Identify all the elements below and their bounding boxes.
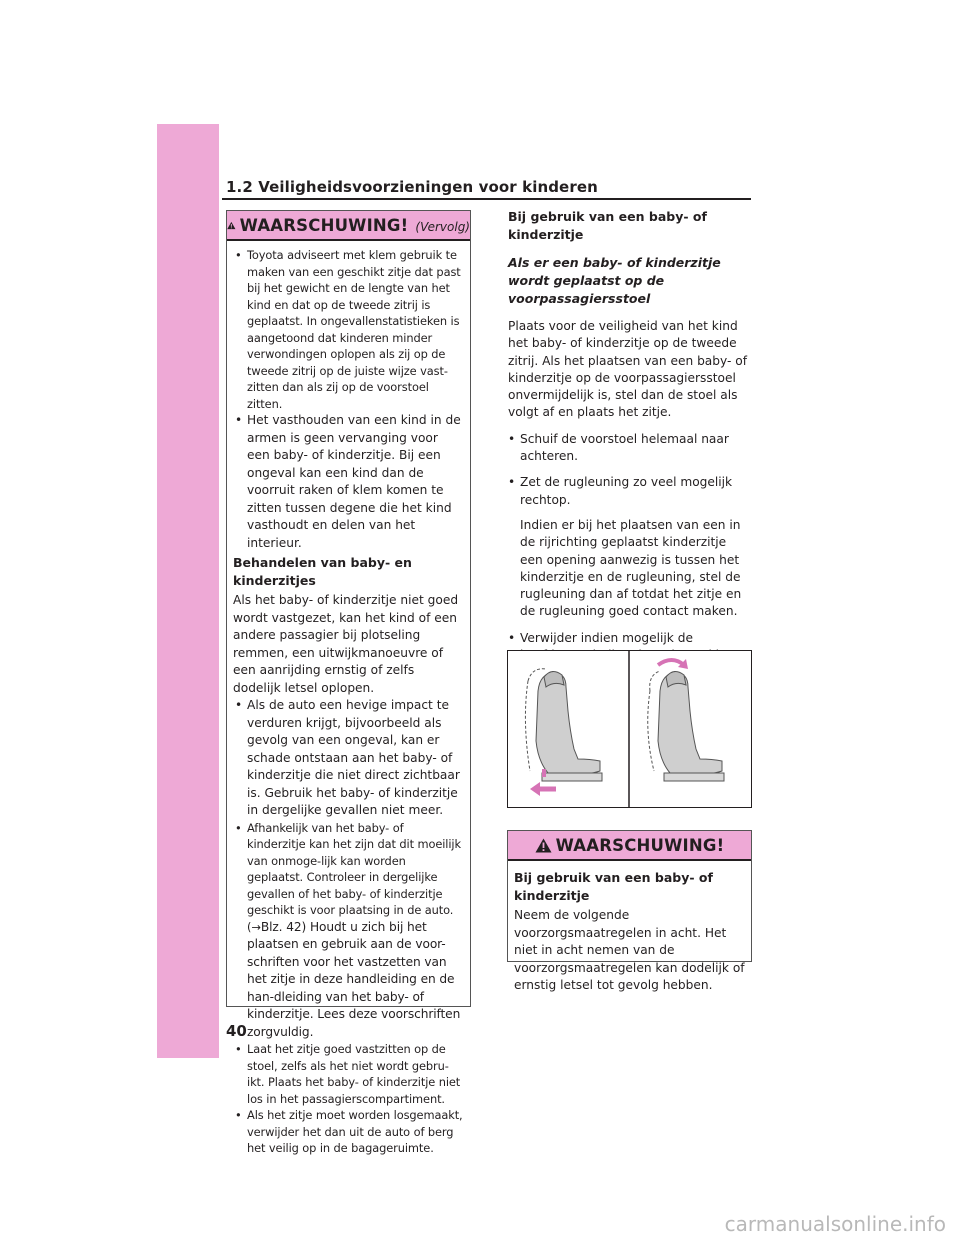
heading-rule <box>222 198 751 200</box>
warning-triangle-icon <box>535 838 552 853</box>
section-heading: 1.2 Veiligheidsvoorzieningen voor kinderen <box>226 178 598 196</box>
warning-header <box>508 831 751 861</box>
warning-bullet: • Toyota adviseert met klem gebruik te maken van een geschikt zitje dat past bij het gewicht en de lengte van het kind en dat op de tweede zitrij is geplaatst. In ongevallenstatistieken is aangetoond dat kinderen minder verwondingen oplopen als zij op de tweede zitrij op de juiste wijze vast-zitten dan als zij op de voorstoel zitten. <box>233 247 464 412</box>
warning-subheading: Bij gebruik van een baby- of kinderzitje <box>514 870 713 903</box>
italic-heading: Als er een baby- of kinderzitje wordt geplaatst op de voorpassagiersstoel <box>508 255 721 306</box>
warning-bullet: • Het vasthouden van een kind in de armen is geen vervanging voor een baby- of kinderzitje. Bij een ongeval kan een kind dan de voorruit raken of klem komen te zitten tussen degene die het kind vasthoudt en delen van het interieur. <box>233 412 464 552</box>
column-bullet: • Verwijder indien mogelijk de <box>508 630 750 682</box>
bullet-text: Afhankelijk van het baby- of kinderzitje kan het zijn dat dit moeilijk van onmoge-lijk kan worden geplaatst. Controleer in dergelijke gevallen of het baby- of kinderzitje geschikt is voor plaatsing in de auto. ( <box>247 820 461 934</box>
column-bullet-detail: Indien er bij het plaatsen van een in de rijrichting geplaatst kinderzitje een opening aanwezig is tussen het kinderzitje en de rugleuning, stel de rugleuning dan af totdat het zitje en de rugleuning goed contact maken. <box>520 517 742 619</box>
warning-subtitle: (Vervolg) <box>415 220 470 234</box>
seat-right-icon <box>648 659 724 781</box>
column-heading: Bij gebruik van een baby- of kinderzitje <box>508 209 707 242</box>
warning-subheading: Behandelen van baby- en kinderzitjes <box>233 555 412 588</box>
warning-triangle-icon <box>227 218 236 233</box>
warning-header <box>227 211 470 241</box>
right-column <box>508 208 750 724</box>
column-paragraph: Plaats voor de veiligheid van het kind het baby- of kinderzitje op de tweede zitrij. Als het plaatsen van een baby- of kinderzitje op de voorpassagiersstoel onvermijdelijk is, stel dan de stoel als volgt af en plaats het zitje. <box>508 319 748 420</box>
column-bullet: • Schuif de voorstoel helemaal naar achteren. <box>508 431 750 466</box>
warning-bullet: • Als de auto een hevige impact te verduren krijgt, bijvoorbeeld als gevolg van een ongeval, kan er schade ontstaan aan het baby- of kinderzitje die niet direct zichtbaar is. Gebruik het baby- of kinderzitje in dergelijke gevallen niet meer. <box>233 697 464 820</box>
seat-left-icon <box>525 669 602 796</box>
column-bullet: • Zet de rugleuning zo veel mogelijk rechtop. <box>508 474 750 509</box>
warning-title: WAARSCHUWING! <box>239 215 409 235</box>
warning-paragraph: Als het baby- of kinderzitje niet goed wordt vastgezet, kan het kind of een andere passagier bij plotseling remmen, een uitwijkmanoeuvre of een aanrijding ernstig of zelfs dodelijk letsel oplopen. <box>233 593 459 695</box>
warning-paragraph: Neem de volgende voorzorgsmaatregelen in acht. Het niet in acht nemen van de voorzorgsmaatregelen kan dodelijk of ernstig letsel tot gevolg hebben. <box>514 908 745 992</box>
arrow-glyph: → <box>251 919 261 934</box>
chapter-tab-strip <box>157 124 219 1058</box>
watermark: carmanualsonline.info <box>724 1212 946 1236</box>
page-number: 40 <box>226 1022 247 1040</box>
seat-adjustment-figure <box>507 650 752 808</box>
warning-box <box>507 830 752 992</box>
warning-bullet <box>233 820 464 1042</box>
warning-bullet: • Als het zitje moet worden losgemaakt, verwijder het dan uit de auto of berg het veilig op in de bagageruimte. <box>233 1107 464 1157</box>
warning-bullet: • Laat het zitje goed vastzitten op de stoel, zelfs als het niet wordt gebru- ikt. Plaats het baby- of kinderzitje niet los in het passagierscompartiment. <box>233 1041 464 1107</box>
bullet-text: Blz. 42) Houdt u zich bij het plaatsen en gebruik aan de voor-schriften voor het vastzetten van het zitje in deze handleiding en de han-dleiding van het baby- of kinderzitje. Lees deze voorschriften zorgvuldig. <box>247 919 461 1039</box>
seat-illustration <box>508 651 751 807</box>
warning-title: WAARSCHUWING! <box>555 835 725 855</box>
